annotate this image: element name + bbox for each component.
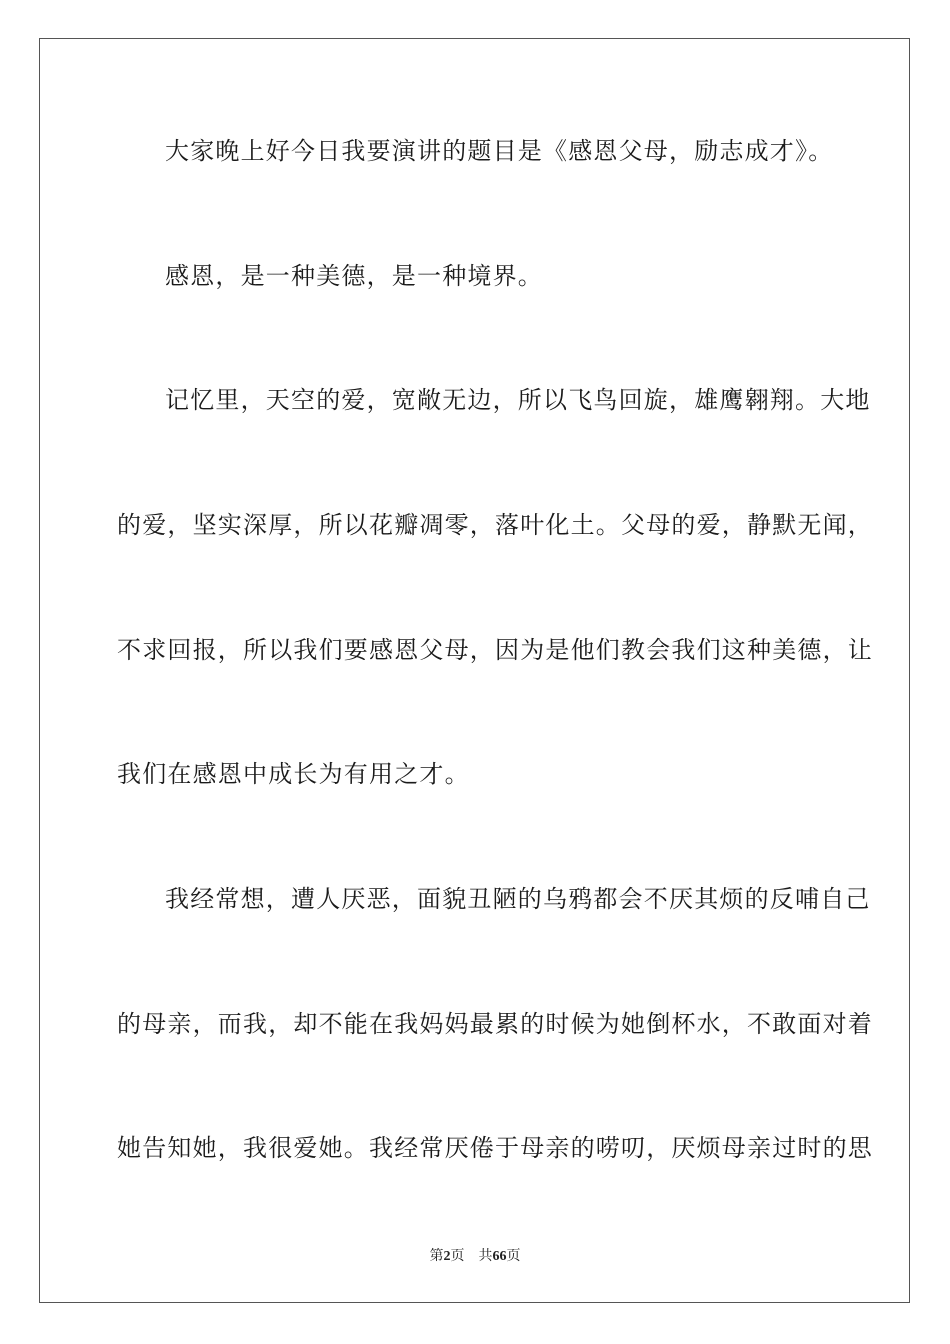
paragraph-3-line-3: 不求回报，所以我们要感恩父母，因为是他们教会我们这种美德，让 [117,636,873,664]
page-footer [0,1247,950,1266]
total-pages: 66 [492,1249,507,1264]
total-suffix: 页 [506,1248,521,1264]
paragraph-1-line-1: 大家晚上好今日我要演讲的题目是《感恩父母，励志成才》。 [165,137,834,165]
page-border [39,38,910,1303]
paragraph-2-line-1: 感恩，是一种美德，是一种境界。 [165,262,543,290]
page-number: 2 [443,1249,451,1264]
paragraph-3-line-2: 的爱，坚实深厚，所以花瓣凋零，落叶化土。父母的爱，静默无闻， [117,511,873,539]
paragraph-4-line-3: 她告知她，我很爱她。我经常厌倦于母亲的唠叨，厌烦母亲过时的思 [117,1134,873,1162]
page-prefix: 第 [429,1248,444,1264]
paragraph-4-line-2: 的母亲，而我，却不能在我妈妈最累的时候为她倒杯水，不敢面对着 [117,1010,873,1038]
total-prefix: 共 [478,1248,493,1264]
page-suffix: 页 [450,1248,465,1264]
paragraph-4-line-1: 我经常想，遭人厌恶，面貌丑陋的乌鸦都会不厌其烦的反哺自己 [165,885,871,913]
paragraph-3-line-1: 记忆里，天空的爱，宽敞无边，所以飞鸟回旋，雄鹰翱翔。大地 [165,386,871,414]
paragraph-3-line-4: 我们在感恩中成长为有用之才。 [117,760,470,788]
